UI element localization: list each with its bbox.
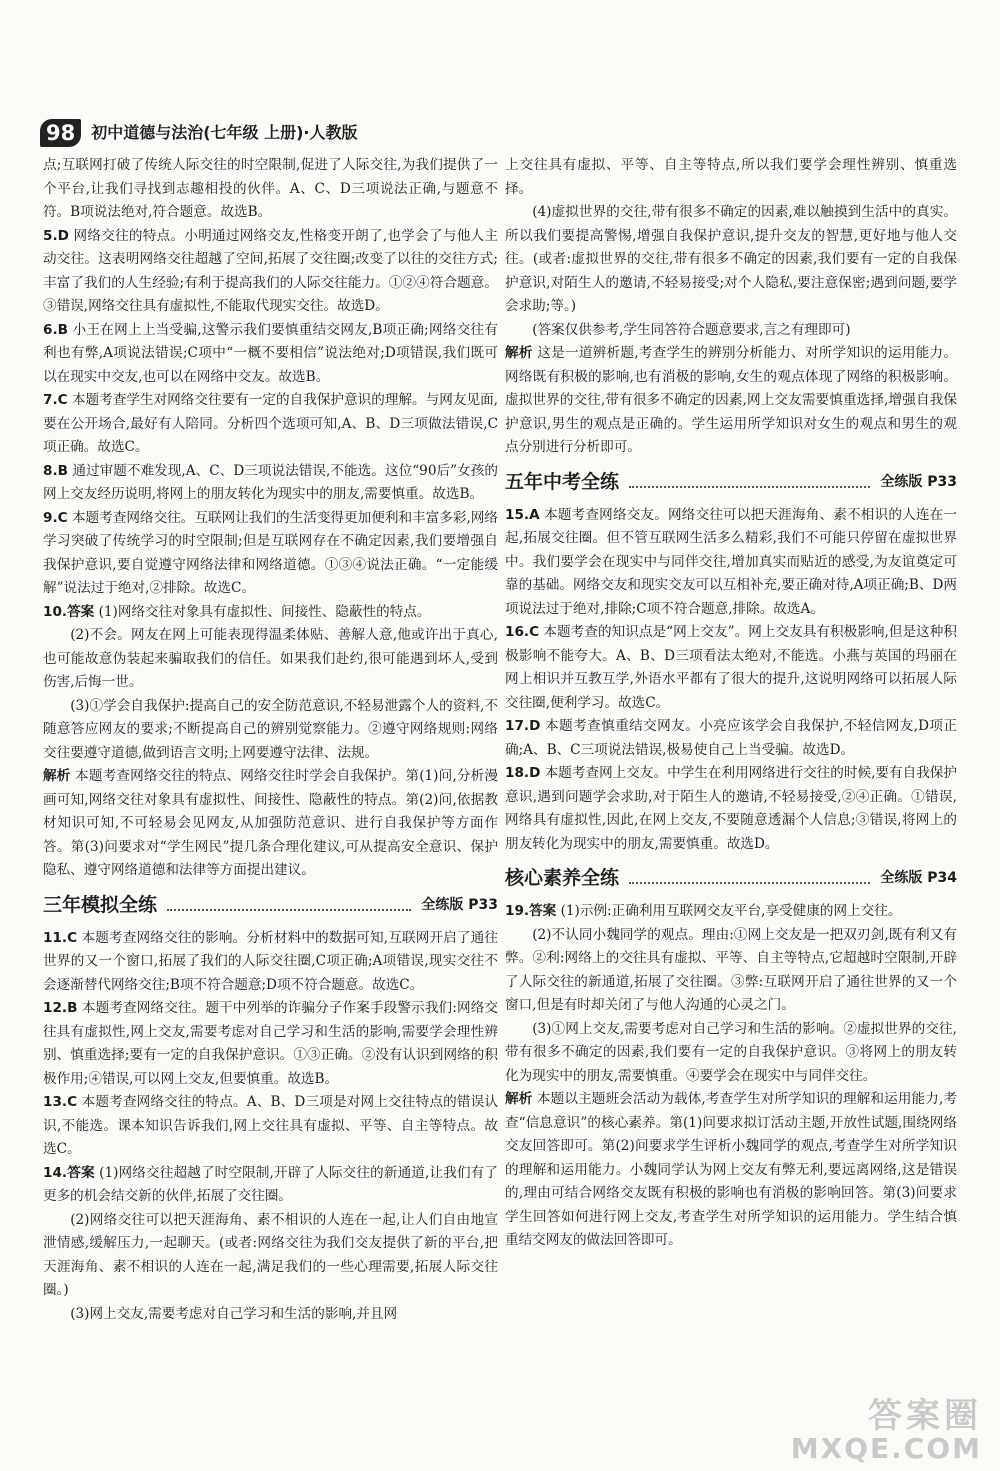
answer-item [43, 1162, 498, 1209]
answer-text: 小王在网上上当受骗,这警示我们要慎重结交网友,B项正确;网络交往有利也有弊,A项说法错误;C项中“一概不要相信”说法绝对;D项错误,我们既可以在现实中交友,也可以在网络中交友。故选B。 [43, 321, 498, 385]
analysis-tag: 解析 [505, 1091, 533, 1107]
answer-item [43, 1091, 498, 1162]
answer-subpart: (2)网络交往可以把天涯海角、素不相识的人连在一起,让人们自由地宣泄情感,缓解压力,一起聊天。(或者:网络交往为我们交友提供了新的平台,把天涯海角、素不相识的人连在一起,满足我们的一些心理需要,拓展人际交往圈。) [43, 1211, 498, 1298]
question-number: 5.D [43, 227, 69, 244]
section-heading [43, 891, 498, 921]
dotted-leader [629, 486, 870, 488]
page-header [40, 117, 358, 149]
answer-text: 本题考查网络交友。网络交往可以把天涯海角、素不相识的人连在一起,拓展交往圈。但不管互联网生活多么精彩,我们不可能只停留在虚拟世界中。我们要学会在现实中与同伴交往,增加真实而贴近的感受,为友谊奠定可靠的基础。网络交友和现实交友可以互相补充,要正确对待,A项正确;B、D两项说法过于绝对,排除;C项不符合题意,排除。故选A。 [505, 506, 957, 617]
analysis-tag: 解析 [505, 345, 533, 361]
section-page-ref: 全练版 P33 [421, 896, 498, 913]
question-number: 19.答案 [505, 903, 557, 919]
question-number: 15.A [505, 506, 540, 523]
answer-text: (1)示例:正确利用互联网交友平台,享受健康的网上交往。 [560, 903, 902, 919]
answer-subpart: (4)虚拟世界的交往,带有很多不确定的因素,难以触摸到生活中的真实。所以我们要提高警惕,增强自我保护意识,提升交友的智慧,更好地与他人交往。(或者:虚拟世界的交往,带有很多不确定的因素,我们要有一定的自我保护意识,对陌生人的邀请,不轻易接受;对个人隐私,要注意保密;遇到问题,要学会求助;等。) [505, 204, 957, 314]
section-heading [505, 468, 957, 498]
section-title: 五年中考全练 [505, 470, 620, 493]
answer-text: 本题考查的知识点是“网上交友”。网上交友具有积极影响,但是这种积极影响不能夸大。A、B、D三项看法太绝对,不能选。小燕与英国的玛丽在网上相识并互教互学,外语水平都有了很大的提升,这说明网络可以拓展人际交往圈,便利学习。故选C。 [505, 624, 957, 711]
dotted-leader [167, 909, 411, 911]
answer-subpart: (2)不认同小魏同学的观点。理由:①网上交友是一把双刃剑,既有利又有弊。②利:网络上的交往具有虚拟、平等、自主等特点,它超越时空限制,开辟了人际交往的新通道,拓展了交往圈。③弊:互联网开启了通往世界的又一个窗口,但是有时却关闭了与他人沟通的心灵之门。 [505, 926, 957, 1013]
right-column [505, 154, 957, 1253]
analysis-paragraph [43, 765, 498, 883]
answer-text: 本题考查网络交往的特点。A、B、D三项是对网上交往特点的错误认识,不能选。课本知识告诉我们,网上交往具有虚拟、平等、自主等特点。故选C。 [43, 1094, 498, 1157]
question-number: 6.B [43, 321, 68, 338]
question-number: 13.C [43, 1094, 78, 1110]
answer-subpart: (答案仅供参考,学生同答符合题意要求,言之有理即可) [532, 321, 851, 338]
section-page-ref: 全练版 P33 [880, 473, 957, 490]
answer-item [505, 621, 957, 715]
section-page-ref: 全练版 P34 [880, 870, 957, 887]
answer-subpart: (3)①网上交友,需要考虑对自己学习和生活的影响。②虚拟世界的交往,带有很多不确定的因素,我们要有一定的自我保护意识。③将网上的朋友转化为现实中的朋友,需要慎重。④要学会在现实中与同伴交往。 [505, 1020, 957, 1084]
answer-item [43, 997, 498, 1091]
analysis-text: 这是一道辨析题,考查学生的辨别分析能力、对所学知识的运用能力。网络既有积极的影响,也有消极的影响,女生的观点体现了网络的积极影响。虚拟世界的交往,带有很多不确定的因素,网上交友需要慎重选择,增强自我保护意识,男生的观点是正确的。学生运用所学知识对女生的观点和男生的观点分别进行分析即可。 [505, 345, 957, 455]
answer-item [505, 715, 957, 762]
section-title: 核心素养全练 [505, 867, 620, 890]
analysis-paragraph [505, 342, 957, 460]
answer-text: 通过审题不难发现,A、C、D三项说法错误,不能选。这位“90后”女孩的网上交友经历说明,将网上的朋友转化为现实中的朋友,需要慎重。故选B。 [43, 462, 498, 502]
answer-subpart: (3)网上交友,需要考虑对自己学习和生活的影响,并且网 [70, 1305, 398, 1322]
answer-text: 本题考查网上交友。中学生在利用网络进行交往的时候,要有自我保护意识,遇到问题学会求助,对于陌生人的邀请,不轻易接受,②④正确。①错误,网络具有虚拟性,因此,在网上交友,不要随意透漏个人信息;③错误,将网上的朋友转化为现实中的朋友,需要慎重。故选D。 [505, 765, 957, 852]
answer-text: 本题考查网络交往。互联网让我们的生活变得更加便利和丰富多彩,网络学习突破了传统学习的时空限制;但是互联网存在不确定因素,我们要增强自我保护意识,要自觉遵守网络法律和网络道德。①③④说法正确。“一定能缓解”说法过于绝对,②排除。故选C。 [43, 509, 498, 596]
answer-text: 网络交往的特点。小明通过网络交友,性格变开朗了,也学会了与他人主动交往。这表明网络交往超越了空间,拓展了交往圈;改变了以往的交往方式;丰富了我们的人生经验;有利于提高我们的人际交往能力。①②④符合题意。③错误,网络交往具有虚拟性,不能取代现实交往。故选D。 [43, 227, 499, 314]
answer-item [505, 762, 957, 856]
answer-text: 本题考查网络交往。题干中列举的诈骗分子作案手段警示我们:网络交往具有虚拟性,网上交友,需要考虑对自己学习和生活的影响,需要学会理性辨别、慎重选择;要有一定的自我保护意识。①③正确。②没有认识到网络的积极作用;④错误,可以网上交友,但要慎重。故选B。 [43, 1000, 499, 1087]
analysis-text: 本题考查网络交往的特点、网络交往时学会自我保护。第(1)问,分析漫画可知,网络交往对象具有虚拟性、间接性、隐蔽性的特点。第(2)问,依据教材知识可知,不可轻易会见网友,从加强防范意识、进行自我保护等方面作答。第(3)问要求对“学生网民”提几条合理化建议,可从提高安全意识、保护隐私、遵守网络道德和法律等方面提出建议。 [43, 768, 499, 878]
analysis-paragraph [505, 1088, 957, 1253]
answer-item [505, 504, 957, 622]
answer-text: 本题考查网络交往的影响。分析材料中的数据可知,互联网开启了通往世界的又一个窗口,拓展了我们的人际交往圈,C项正确;A项错误,现实交往不会逐渐替代网络交往;B项不符合题意;D项不符合题意。故选C。 [43, 929, 498, 993]
answer-text: (1)网络交往对象具有虚拟性、间接性、隐蔽性的特点。 [98, 603, 431, 620]
answer-subpart: (2)不会。网友在网上可能表现得温柔体贴、善解人意,他或许出于真心,也可能故意伪装起来骗取我们的信任。如果我们赴约,很可能遇到坏人,受到伤害,后悔一世。 [43, 627, 498, 690]
analysis-text: 本题以主题班会活动为载体,考查学生对所学知识的理解和运用能力,考查“信息意识”的核心素养。第(1)问要求拟订活动主题,开放性试题,围绕网络交友回答即可。第(2)问要求学生评析小魏同学的观点,考查学生对所学知识的理解和运用能力。小魏同学认为网上交友有弊无利,要远离网络,这是错误的,理由可结合网络交友既有积极的影响也有消极的影响回答。第(3)问要求学生回答如何进行网上交友,考查学生对所学知识的运用能力。学生结合慎重结交网友的做法回答即可。 [505, 1091, 958, 1248]
answer-item [43, 389, 498, 460]
answer-item [43, 225, 498, 319]
answer-item [43, 319, 498, 390]
question-number: 10.答案 [43, 603, 95, 620]
dotted-leader [629, 882, 870, 884]
question-number: 14.答案 [43, 1164, 95, 1181]
answer-item [43, 601, 498, 625]
question-number: 11.C [43, 929, 78, 946]
answer-item [43, 460, 498, 507]
question-number: 9.C [43, 509, 68, 526]
question-number: 12.B [43, 1000, 78, 1016]
watermark [790, 1396, 982, 1465]
answer-item [505, 900, 957, 924]
watermark-line2: MXQE.COM [790, 1432, 982, 1465]
answer-text: (1)网络交往超越了时空限制,开辟了人际交往的新通道,让我们有了更多的机会结交新的伙伴,拓展了交往圈。 [43, 1164, 498, 1204]
question-number: 17.D [505, 718, 541, 734]
answer-item [43, 927, 498, 998]
watermark-line1: 答案圈 [868, 1396, 982, 1436]
analysis-tag: 解析 [43, 768, 71, 784]
answer-text: 本题考查学生对网络交往要有一定的自我保护意识的理解。与网友见面,要在公开场合,最好有人陪同。分析四个选项可知,A、B、D三项做法错误,C项正确。故选C。 [43, 392, 498, 455]
answer-item [43, 507, 498, 601]
section-heading [505, 864, 957, 894]
question-number: 18.D [505, 765, 541, 781]
paragraph: 上交往具有虚拟、平等、自主等特点,所以我们要学会理性辨别、慎重选择。 [505, 157, 957, 197]
answer-subpart: (3)①学会自我保护:提高自己的安全防范意识,不轻易泄露个人的资料,不随意答应网友的要求;不断提高自己的辨别觉察能力。②遵守网络规则:网络交往要遵守道德,做到语言文明;上网要遵守法律、法规。 [43, 697, 498, 761]
paragraph: 点;互联网打破了传统人际交往的时空限制,促进了人际交往,为我们提供了一个平台,让我们寻找到志趣相投的伙伴。A、C、D三项说法正确,与题意不符。B项说法绝对,符合题意。故选B。 [43, 157, 498, 220]
question-number: 8.B [43, 462, 68, 479]
page-number: 98 [40, 119, 81, 147]
left-column [43, 154, 498, 1326]
book-title: 初中道德与法治(七年级 上册)·人教版 [91, 123, 358, 143]
section-title: 三年模拟全练 [43, 893, 158, 916]
question-number: 16.C [505, 624, 540, 640]
answer-text: 本题考查慎重结交网友。小亮应该学会自我保护,不轻信网友,D项正确;A、B、C三项说法错误,极易使自己上当受骗。故选D。 [505, 718, 957, 758]
question-number: 7.C [43, 392, 68, 408]
